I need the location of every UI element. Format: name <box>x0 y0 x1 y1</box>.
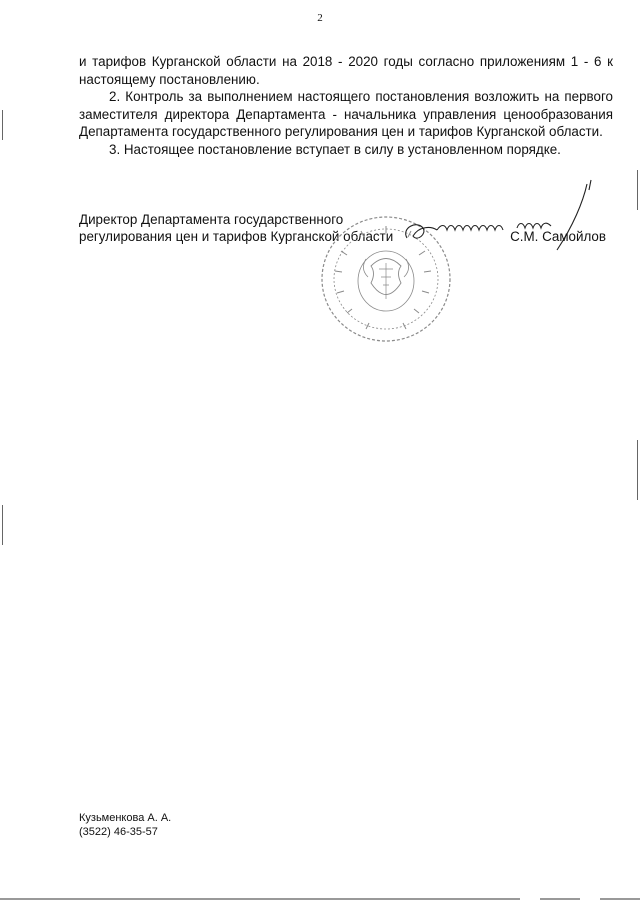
bottom-scan-line <box>0 898 640 900</box>
paragraph-1: и тарифов Курганской области на 2018 - 2020 годы согласно приложениям 1 - 6 к настоящему постановлению. <box>79 54 613 87</box>
executor-phone: (3522) 46-35-57 <box>79 825 158 838</box>
paragraph-3: 3. Настоящее постановление вступает в силу в установленном порядке. <box>109 141 561 157</box>
scan-edge-mark <box>637 170 638 210</box>
page-number: 2 <box>317 12 323 24</box>
executor-info <box>79 812 171 839</box>
document-body <box>79 53 613 158</box>
scan-edge-mark <box>637 440 638 500</box>
signer-name: С.М. Самойлов <box>510 229 606 244</box>
signer-title-line-2: регулирования цен и тарифов Курганской области <box>79 229 394 244</box>
paragraph-2: 2. Контроль за выполнением настоящего постановления возложить на первого заместителя директора Департамента - начальника управления ценообразования Департамента государственного регулирования цен и тарифов Курганской области. <box>79 89 613 139</box>
signer-title-line-1: Директор Департамента государственного <box>79 212 344 227</box>
scan-edge-mark <box>2 110 3 140</box>
signature-block <box>79 211 613 351</box>
scan-edge-mark <box>2 505 3 545</box>
executor-name: Кузьменкова А. А. <box>79 812 172 824</box>
